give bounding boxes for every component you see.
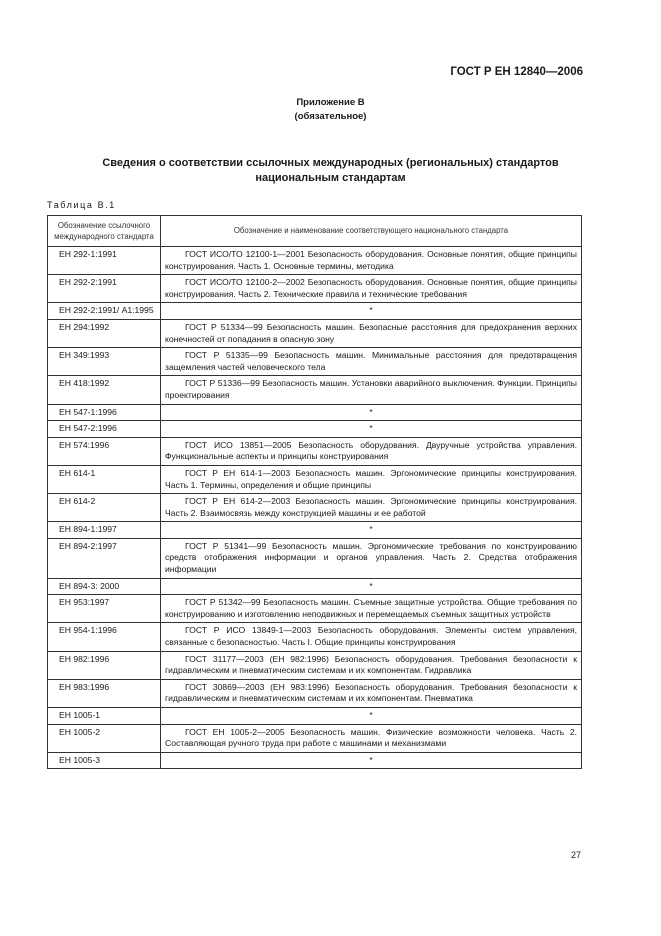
international-standard-cell: ЕН 349:1993 (48, 348, 161, 376)
appendix-status: (обязательное) (294, 111, 367, 122)
international-standard-cell: ЕН 894-3: 2000 (48, 578, 161, 595)
international-standard-cell: ЕН 894-2:1997 (48, 538, 161, 578)
header-international-standard: Обозначение ссылочного международного стандарта (48, 216, 161, 247)
international-standard-cell: ЕН 982:1996 (48, 651, 161, 679)
section-heading-line-1: Сведения о соответствии ссылочных международных (региональных) стандартов (102, 157, 559, 169)
table-body (48, 247, 582, 769)
document-id: ГОСТ Р ЕН 12840—2006 (450, 66, 583, 78)
international-standard-cell: ЕН 953:1997 (48, 595, 161, 623)
international-standard-cell: ЕН 1005-1 (48, 708, 161, 725)
page-number: 27 (570, 850, 581, 860)
national-standard-cell: ГОСТ 31177—2003 (ЕН 982:1996) Безопасность оборудования. Требования безопасности к гидравлическим и пневматическим системам и их компонентам. Гидравлика (161, 651, 582, 679)
correspondence-table (47, 215, 582, 769)
national-standard-cell: * (161, 578, 582, 595)
international-standard-cell: ЕН 1005-3 (48, 752, 161, 769)
table-row (48, 679, 582, 707)
table-row (48, 708, 582, 725)
table-row (48, 651, 582, 679)
international-standard-cell: ЕН 547-2:1996 (48, 421, 161, 438)
national-standard-cell: ГОСТ Р 51341—99 Безопасность машин. Эргономические требования по конструированию средств отображения информации и органов управления. Часть 2. Средства отображения информации (161, 538, 582, 578)
national-standard-cell: ГОСТ Р 51336—99 Безопасность машин. Установки аварийного выключения. Функции. Принципы проектирования (161, 376, 582, 404)
national-standard-cell: ГОСТ ИСО/ТО 12100-2—2002 Безопасность оборудования. Основные понятия, общие принципы конструирования. Часть 2. Технические правила и технические требования (161, 275, 582, 303)
table-row (48, 465, 582, 493)
national-standard-cell: ГОСТ ИСО 13851—2005 Безопасность оборудования. Двуручные устройства управления. Функциональные аспекты и принципы конструирования (161, 437, 582, 465)
table-row (48, 348, 582, 376)
national-standard-cell: ГОСТ Р 51335—99 Безопасность машин. Минимальные расстояния для предотвращения защемления частей человеческого тела (161, 348, 582, 376)
section-heading-line-2: национальным стандартам (255, 172, 406, 184)
table-row (48, 303, 582, 320)
table-row (48, 724, 582, 752)
national-standard-cell: * (161, 421, 582, 438)
table-label: Таблица В.1 (47, 200, 116, 210)
international-standard-cell: ЕН 1005-2 (48, 724, 161, 752)
table-row (48, 595, 582, 623)
international-standard-cell: ЕН 574:1996 (48, 437, 161, 465)
table-row (48, 421, 582, 438)
table-row (48, 404, 582, 421)
international-standard-cell: ЕН 614-1 (48, 465, 161, 493)
national-standard-cell: ГОСТ Р 51342—99 Безопасность машин. Съемные защитные устройства. Общие требования по конструированию и изготовлению неподвижных и перемещаемых съемных защитных устройств (161, 595, 582, 623)
table-row (48, 247, 582, 275)
national-standard-cell: ГОСТ Р ЕН 614-2—2003 Безопасность машин. Эргономические принципы конструирования. Часть 2. Взаимосвязь между конструкцией машины и ее работой (161, 494, 582, 522)
national-standard-cell: * (161, 404, 582, 421)
national-standard-cell: ГОСТ 30869—2003 (ЕН 983:1996) Безопасность оборудования. Требования безопасности к гидравлическим и пневматическим системам и их компонентам. Пневматика (161, 679, 582, 707)
international-standard-cell: ЕН 547-1:1996 (48, 404, 161, 421)
international-standard-cell: ЕН 418:1992 (48, 376, 161, 404)
national-standard-cell: ГОСТ Р ЕН 614-1—2003 Безопасность машин. Эргономические принципы конструирования. Часть 1. Термины, определения и общие принципы (161, 465, 582, 493)
table-row (48, 522, 582, 539)
national-standard-cell: ГОСТ Р ИСО 13849-1—2003 Безопасность оборудования. Элементы систем управления, связанные с безопасностью. Часть I. Общие принципы конструирования (161, 623, 582, 651)
national-standard-cell: ГОСТ ИСО/ТО 12100-1—2001 Безопасность оборудования. Основные понятия, общие принципы конструирования. Часть 1. Основные термины, методика (161, 247, 582, 275)
table-row (48, 752, 582, 769)
international-standard-cell: ЕН 614-2 (48, 494, 161, 522)
table-row (48, 275, 582, 303)
international-standard-cell: ЕН 294:1992 (48, 319, 161, 347)
header-national-standard: Обозначение и наименование соответствующего национального стандарта (161, 216, 582, 247)
international-standard-cell: ЕН 292-1:1991 (48, 247, 161, 275)
table-row (48, 319, 582, 347)
appendix-title: Приложение В (296, 97, 365, 108)
national-standard-cell: * (161, 522, 582, 539)
national-standard-cell: ГОСТ Р 51334—99 Безопасность машин. Безопасные расстояния для предохранения верхних конечностей от попадания в опасную зону (161, 319, 582, 347)
table-row (48, 538, 582, 578)
national-standard-cell: * (161, 752, 582, 769)
table-row (48, 623, 582, 651)
appendix-block (0, 96, 661, 124)
table-row (48, 578, 582, 595)
international-standard-cell: ЕН 292-2:1991 (48, 275, 161, 303)
international-standard-cell: ЕН 292-2:1991/ А1:1995 (48, 303, 161, 320)
national-standard-cell: * (161, 708, 582, 725)
international-standard-cell: ЕН 983:1996 (48, 679, 161, 707)
table-row (48, 494, 582, 522)
table-row (48, 376, 582, 404)
international-standard-cell: ЕН 954-1:1996 (48, 623, 161, 651)
national-standard-cell: * (161, 303, 582, 320)
table-header-row (48, 216, 582, 247)
national-standard-cell: ГОСТ ЕН 1005-2—2005 Безопасность машин. Физические возможности человека. Часть 2. Составляющая ручного труда при работе с машинами и механизмами (161, 724, 582, 752)
international-standard-cell: ЕН 894-1:1997 (48, 522, 161, 539)
section-heading (0, 156, 661, 186)
table-row (48, 437, 582, 465)
